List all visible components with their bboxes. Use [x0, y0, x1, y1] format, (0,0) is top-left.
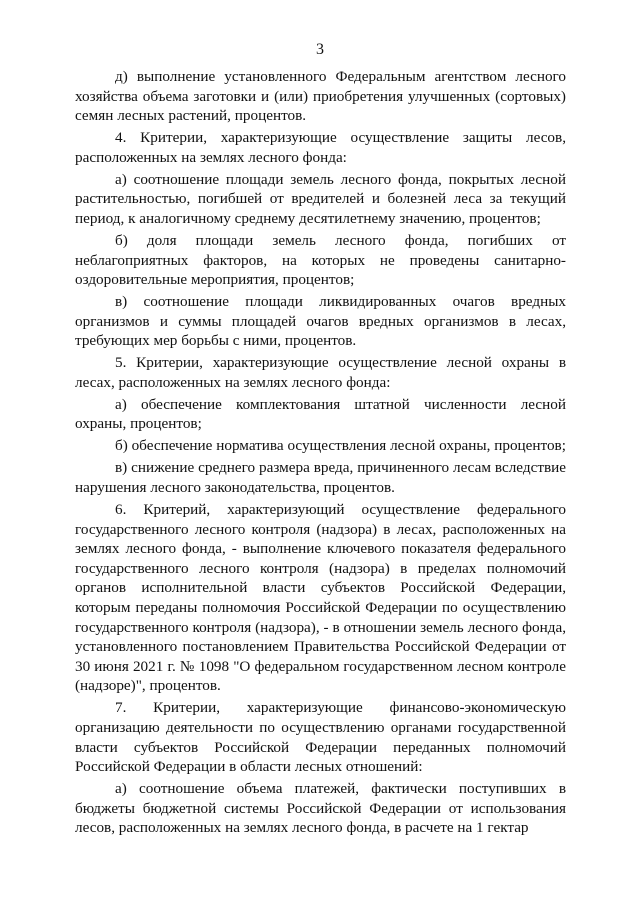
paragraph-7a: а) соотношение объема платежей, фактически поступивших в бюджеты бюджетной системы Российской Федерации от использования лесов, расположенных на землях лесного фонда, в расчете на 1 гектар: [75, 780, 566, 837]
document-body: [75, 67, 566, 840]
paragraph-4b: б) доля площади земель лесного фонда, погибших от неблагоприятных факторов, на которых не проведены санитарно-оздоровительные мероприятия, процентов;: [75, 231, 566, 289]
paragraph-5b: б) обеспечение норматива осуществления лесной охраны, процентов;: [115, 437, 566, 455]
paragraph-4c: в) соотношение площади ликвидированных очагов вредных организмов и суммы площадей очагов вредных организмов в лесах, требующих мер борьбы с ними, процентов.: [75, 293, 566, 350]
paragraph-7-financial-heading: 7. Критерии, характеризующие финансово-экономическую организацию деятельности по осуществлению органами государственной власти субъектов Российской Федерации переданных полномочий Российской Федерации в области лесных отношений:: [75, 699, 566, 776]
paragraph-4-forest-protection-heading: 4. Критерии, характеризующие осуществление защиты лесов, расположенных на землях лесного фонда:: [75, 129, 566, 166]
paragraph-5c: в) снижение среднего размера вреда, причиненного лесам вследствие нарушения лесного законодательства, процентов.: [75, 459, 566, 496]
paragraph-5-forest-guard-heading: 5. Критерии, характеризующие осуществление лесной охраны в лесах, расположенных на землях лесного фонда:: [75, 354, 566, 391]
paragraph-5a: а) обеспечение комплектования штатной численности лесной охраны, процентов;: [75, 395, 566, 433]
page-number: 3: [316, 41, 324, 58]
paragraph-1d-seeds: д) выполнение установленного Федеральным агентством лесного хозяйства объема заготовки и (или) приобретения улучшенных (сортовых) семян лесных растений, процентов.: [75, 68, 566, 125]
paragraph-6-forest-control: 6. Критерий, характеризующий осуществление федерального государственного лесного контроля (надзора) в лесах, расположенных на землях лесного фонда, - выполнение ключевого показателя федерального государственного лесного контроля (надзора) в пределах полномочий органов исполнительной власти субъектов Российской Федерации, которым переданы полномочия Российской Федерации по осуществлению государственного контроля (надзора), - в отношении земель лесного фонда, установленного постановлением Правительства Российской Федерации от 30 июня 2021 г. № 1098 "О федеральном государственном лесном контроле (надзоре)", процентов.: [75, 500, 566, 695]
paragraph-4a: а) соотношение площади земель лесного фонда, покрытых лесной растительностью, погибшей от вредителей и болезней леса за текущий период, к аналогичному среднему десятилетнему значению, процентов;: [75, 170, 566, 227]
